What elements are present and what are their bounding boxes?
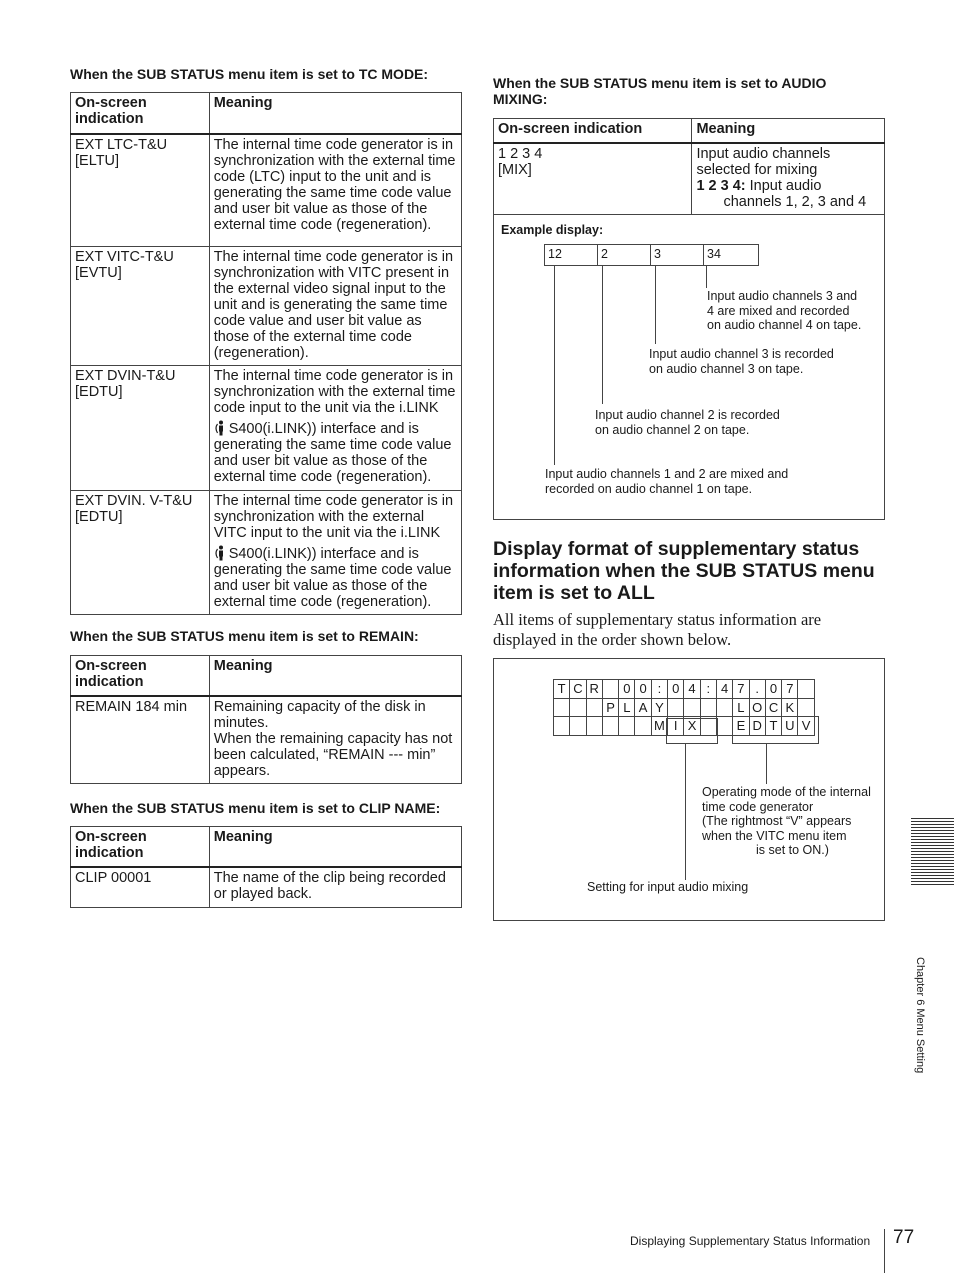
- audio-caption: When the SUB STATUS menu item is set to AUDIO MIXING:: [493, 75, 827, 107]
- table-row: [71, 134, 462, 247]
- indication-cell: EXT DVIN-T&U [EDTU]: [71, 366, 210, 491]
- table-row: [71, 366, 462, 491]
- note-channel-2: Input audio channel 2 is recorded on audio channel 2 on tape.: [595, 408, 780, 437]
- grid-cell: 0: [635, 680, 651, 699]
- grid-cell: K: [782, 698, 798, 717]
- table-header-row: [71, 827, 462, 867]
- note-operating-mode: Operating mode of the internal time code generator (The rightmost “V” appears when the VITC menu item is set to ON.): [702, 785, 871, 857]
- grid-cell: :: [700, 680, 716, 699]
- grid-cell: X: [684, 717, 700, 736]
- grid-cell: L: [619, 698, 635, 717]
- grid-cell: 7: [733, 680, 749, 699]
- indication-cell: 1 2 3 4 [MIX]: [494, 143, 692, 215]
- meaning-cell: The internal time code generator is in synchronization with the external VITC input to the unit via the i.LINK S400(i.LINK)) interface and is generating the same time code value and user bit value as those of the external time code (regeneration).: [209, 491, 461, 615]
- col-onscreen-indication: On-screen indication: [494, 119, 692, 143]
- example-cell: 12: [545, 245, 598, 265]
- table-row: [71, 491, 462, 615]
- table-header-row: [71, 656, 462, 696]
- table-row: [494, 143, 885, 215]
- mix-highlight: [666, 718, 718, 744]
- col-meaning: Meaning: [692, 119, 885, 143]
- ilink-icon: [214, 545, 226, 561]
- grid-cell: :: [651, 680, 667, 699]
- grid-cell: [554, 698, 570, 717]
- grid-cell: 0: [668, 680, 684, 699]
- grid-row-1: [554, 680, 815, 699]
- grid-cell: M: [651, 717, 667, 736]
- grid-cell: [716, 717, 732, 736]
- leader-line: [554, 265, 555, 465]
- grid-cell: D: [749, 717, 765, 736]
- chapter-tab-marker: [911, 818, 954, 886]
- meaning-cell: Remaining capacity of the disk in minutes. When the remaining capacity has not been calculated, “REMAIN --- min” appears.: [209, 696, 461, 784]
- page-number: 77: [893, 1227, 915, 1248]
- leader-line: [766, 744, 767, 784]
- section-body: All items of supplementary status information are displayed in the order shown below.: [493, 610, 822, 649]
- grid-cell: P: [602, 698, 618, 717]
- grid-cell: R: [586, 680, 602, 699]
- note-channels-3-4: Input audio channels 3 and 4 are mixed and recorded on audio channel 4 on tape.: [707, 289, 862, 332]
- grid-row-2: [554, 698, 815, 717]
- grid-cell: [586, 698, 602, 717]
- grid-cell: Y: [651, 698, 667, 717]
- grid-cell: [635, 717, 651, 736]
- leader-line: [685, 744, 686, 880]
- grid-cell: [602, 680, 618, 699]
- col-meaning: Meaning: [209, 93, 461, 134]
- indication-cell: EXT VITC-T&U [EVTU]: [71, 247, 210, 366]
- indication-cell: CLIP 00001: [71, 867, 210, 908]
- grid-cell: [619, 717, 635, 736]
- grid-cell: 7: [782, 680, 798, 699]
- col-onscreen-indication: On-screen indication: [71, 93, 210, 134]
- grid-cell: T: [554, 680, 570, 699]
- grid-cell: O: [749, 698, 765, 717]
- grid-cell: [668, 698, 684, 717]
- example-cell: 34: [707, 247, 721, 261]
- edtuv-highlight: [732, 716, 819, 744]
- meaning-cell: The internal time code generator is in synchronization with VITC present in the external video signal input to the unit and is generating the same time code value and user bit value as those of the external time code (regeneration).: [209, 247, 461, 366]
- col-meaning: Meaning: [209, 656, 461, 696]
- leader-line: [706, 265, 707, 288]
- section-heading: Display format of supplementary status information when the SUB STATUS menu item is set to ALL: [493, 538, 875, 604]
- col-onscreen-indication: On-screen indication: [71, 656, 210, 696]
- meaning-cell: The internal time code generator is in synchronization with the external time code (LTC) input to the unit and is generating the same time code value and user bit value as those of the external time code (regeneration).: [209, 134, 461, 247]
- clip-caption: When the SUB STATUS menu item is set to CLIP NAME:: [70, 800, 441, 816]
- grid-cell: I: [668, 717, 684, 736]
- leader-line: [602, 265, 603, 404]
- grid-cell: A: [635, 698, 651, 717]
- grid-cell: C: [570, 680, 586, 699]
- grid-cell: [554, 717, 570, 736]
- leader-line: [655, 265, 656, 344]
- footer-divider: [884, 1229, 885, 1273]
- grid-cell: 4: [684, 680, 700, 699]
- indication-cell: REMAIN 184 min: [71, 696, 210, 784]
- indication-cell: EXT LTC-T&U [ELTU]: [71, 134, 210, 247]
- example-cell: 2: [598, 245, 651, 265]
- grid-cell: E: [733, 717, 749, 736]
- grid-cell: [798, 680, 814, 699]
- example-cell: 3: [651, 245, 704, 265]
- grid-cell: .: [749, 680, 765, 699]
- grid-cell: [570, 717, 586, 736]
- col-meaning: Meaning: [209, 827, 461, 867]
- example-cell-row: [544, 244, 759, 266]
- table-row: [71, 696, 462, 784]
- clip-table: [70, 826, 462, 908]
- grid-cell: U: [782, 717, 798, 736]
- chapter-tab-label: Chapter 6 Menu Setting: [914, 957, 926, 1074]
- grid-cell: [716, 698, 732, 717]
- grid-cell: [586, 717, 602, 736]
- meaning-cell: The name of the clip being recorded or played back.: [209, 867, 461, 908]
- meaning-cell: Input audio channels selected for mixing 1 2 3 4: Input audio channels 1, 2, 3 and 4: [692, 143, 885, 215]
- col-onscreen-indication: On-screen indication: [71, 827, 210, 867]
- indication-cell: EXT DVIN. V-T&U [EDTU]: [71, 491, 210, 615]
- grid-cell: 0: [619, 680, 635, 699]
- grid-cell: [602, 717, 618, 736]
- grid-cell: 4: [716, 680, 732, 699]
- grid-cell: [684, 698, 700, 717]
- table-row: [71, 247, 462, 366]
- table-header-row: [71, 93, 462, 134]
- table-header-row: [494, 119, 885, 143]
- table-row: [71, 867, 462, 908]
- tc-mode-caption: When the SUB STATUS menu item is set to TC MODE:: [70, 66, 429, 82]
- grid-cell: [570, 698, 586, 717]
- note-audio-mixing: Setting for input audio mixing: [587, 880, 749, 894]
- grid-cell: L: [733, 698, 749, 717]
- grid-cell: V: [798, 717, 814, 736]
- remain-table: [70, 655, 462, 784]
- tc-mode-table: [70, 92, 462, 615]
- audio-table: [493, 118, 885, 215]
- grid-cell: [700, 698, 716, 717]
- grid-cell: T: [765, 717, 781, 736]
- ilink-icon: [214, 420, 226, 436]
- meaning-cell: The internal time code generator is in synchronization with the external time code input to the unit via the i.LINK S400(i.LINK)) interface and is generating the same time code value and user bit value as those of the external time code (regeneration).: [209, 366, 461, 491]
- note-channels-1-2: Input audio channels 1 and 2 are mixed and recorded on audio channel 1 on tape.: [545, 467, 789, 496]
- example-display-label: Example display:: [501, 223, 604, 237]
- grid-cell: C: [765, 698, 781, 717]
- grid-cell: [798, 698, 814, 717]
- footer-title: Displaying Supplementary Status Information: [630, 1234, 871, 1248]
- remain-caption: When the SUB STATUS menu item is set to REMAIN:: [70, 628, 419, 644]
- note-channel-3: Input audio channel 3 is recorded on audio channel 3 on tape.: [649, 347, 834, 376]
- grid-cell: 0: [765, 680, 781, 699]
